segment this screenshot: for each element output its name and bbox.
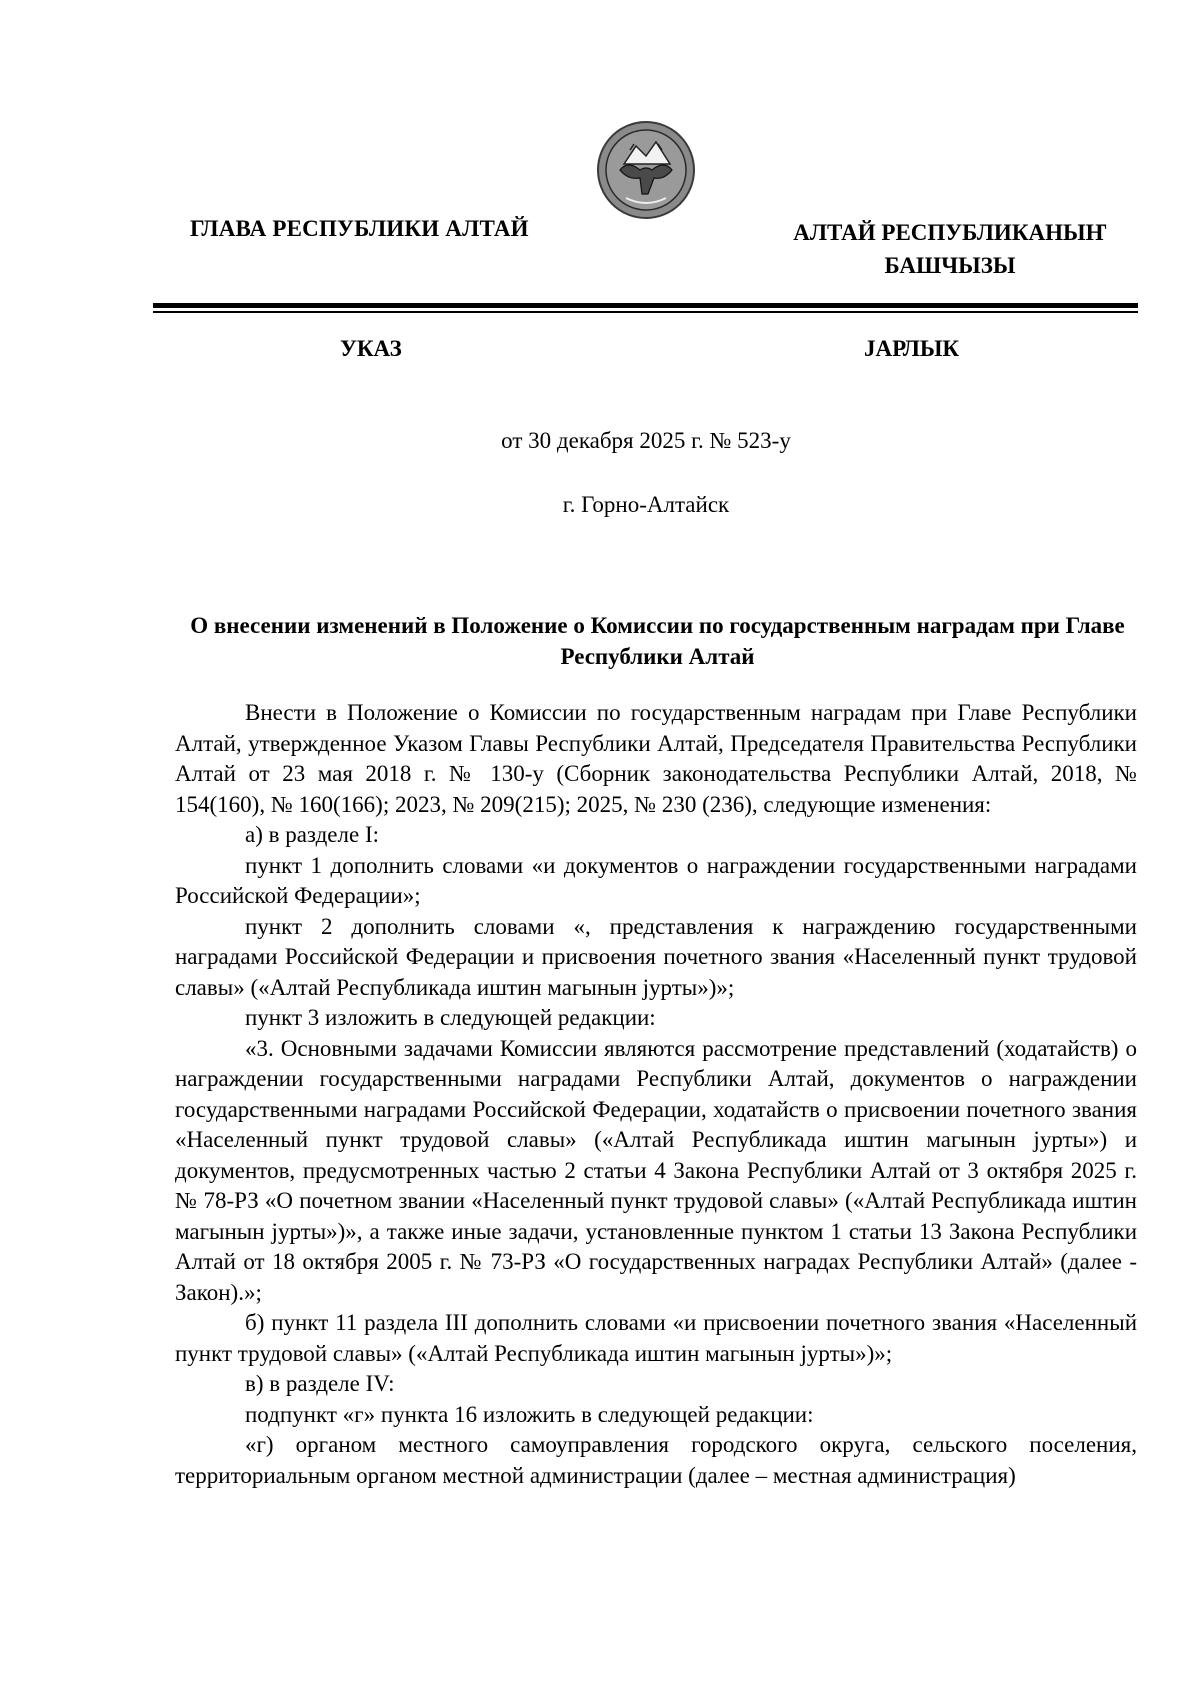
document-title: О внесении изменений в Положение о Комиссии по государственным наградам при Главе Республики Алтай <box>190 613 1125 669</box>
issuer-title-alt <box>750 216 1150 282</box>
body-paragraph: «г) органом местного самоуправления городского округа, сельского поселения, территориальным органом местной администрации (далее – местная администрация) <box>175 1432 1137 1488</box>
document-city: г. Горно-Алтайск <box>562 492 730 517</box>
coat-of-arms-icon <box>596 120 696 220</box>
doc-type-alt: ЈАРЛЫК <box>864 336 960 361</box>
body-paragraph: б) пункт 11 раздела III дополнить словами «и присвоении почетного звания «Населенный пункт трудовой славы» («Алтай Республикада иштин магынын јурты»)»; <box>175 1310 1137 1366</box>
header-divider-thin <box>153 311 1138 313</box>
body-paragraph: пункт 1 дополнить словами «и документов о награждении государственными наградами Российской Федерации»; <box>175 852 1137 908</box>
body-paragraph: в) в разделе IV: <box>245 1371 395 1396</box>
body-paragraph: Внести в Положение о Комиссии по государственным наградам при Главе Республики Алтай, утвержденное Указом Главы Республики Алтай, Председателя Правительства Республики Алтай от 23 мая 2018 г. № 130-у (Сборник законодательства Республики Алтай, 2018, № 154(160), № 160(166); 2023, № 209(215); 2025, № 230 (236), следующие изменения: <box>175 700 1137 817</box>
issuer-title-alt-line1: АЛТАЙ РЕСПУБЛИКАНЫҤ <box>793 220 1107 245</box>
issuer-title-ru: ГЛАВА РЕСПУБЛИКИ АЛТАЙ <box>190 216 529 241</box>
body-paragraph: подпункт «г» пункта 16 изложить в следующей редакции: <box>245 1401 814 1427</box>
body-paragraph: пункт 3 изложить в следующей редакции: <box>245 1005 656 1030</box>
doc-type-ru: УКАЗ <box>340 336 402 361</box>
body-paragraph: а) в разделе I: <box>245 822 380 847</box>
body-paragraph: пункт 2 дополнить словами «, представления к награждению государственными наградами Российской Федерации и присвоения почетного звания «Населенный пункт трудовой славы» («Алтай Республикада иштин магынын јурты»)»; <box>175 913 1137 1000</box>
header-divider-thick <box>153 303 1138 308</box>
issuer-title-alt-line2: БАШЧЫЗЫ <box>884 253 1016 278</box>
document-date: от 30 декабря 2025 г. № 523-у <box>501 428 791 453</box>
document-body <box>175 698 1137 1491</box>
body-paragraph: «3. Основными задачами Комиссии являются рассмотрение представлений (ходатайств) о награждении государственными наградами Республики Алтай, документов о награждении государственными наградами Российской Федерации, ходатайств о присвоении почетного звания «Населенный пункт трудовой славы» («Алтай Республикада иштин магынын јурты») и документов, предусмотренных частью 2 статьи 4 Закона Республики Алтай от 3 октября 2025 г. № 78-РЗ «О почетном звании «Населенный пункт трудовой славы» («Алтай Республикада иштин магынын јурты»)», а также иные задачи, установленные пунктом 1 статьи 13 Закона Республики Алтай от 18 октября 2005 г. № 73-РЗ «О государственных наградах Республики Алтай» (далее - Закон).»; <box>175 1035 1137 1305</box>
